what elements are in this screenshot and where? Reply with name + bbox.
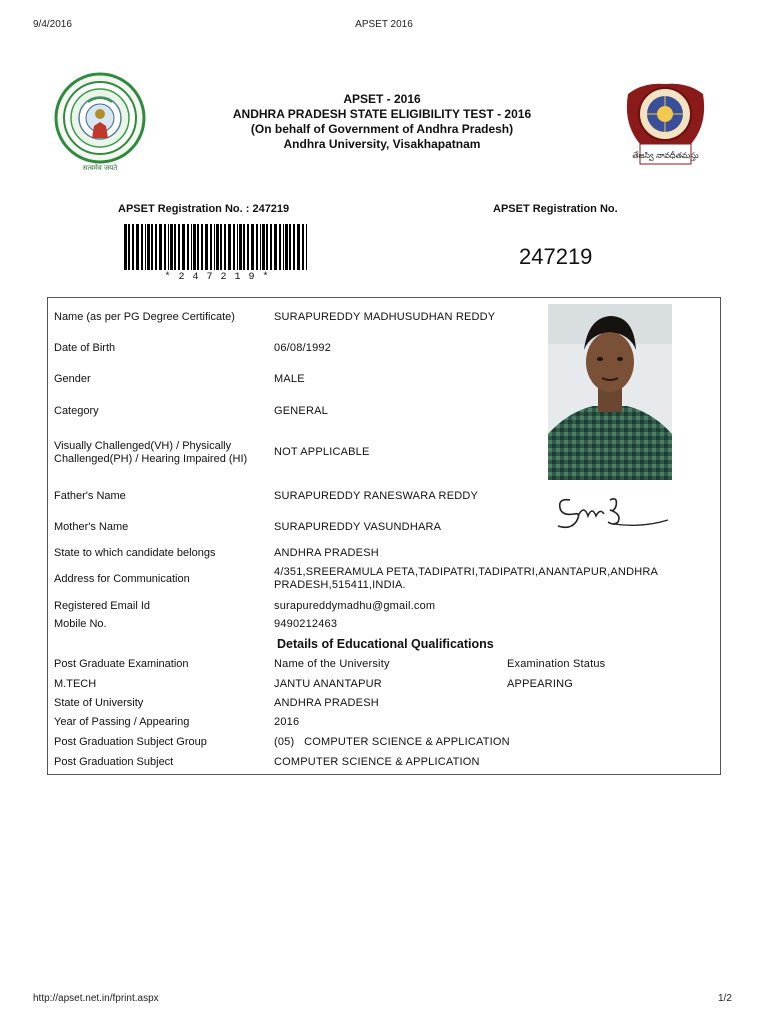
- barcode-bar: [197, 224, 199, 270]
- barcode-bar: [251, 224, 254, 270]
- heading-line1: APSET - 2016: [343, 92, 421, 106]
- barcode-bar: [224, 224, 226, 270]
- label-disability: Visually Challenged(VH) / Physically Challenged(PH) / Hearing Impaired (HI): [54, 440, 248, 465]
- page-heading: [150, 92, 614, 152]
- footer-page-number: 1/2: [718, 993, 732, 1004]
- edu-header-status: Examination Status: [507, 658, 606, 670]
- ap-government-logo: [50, 72, 150, 172]
- barcode-text: * 2 4 7 2 1 9 *: [164, 272, 270, 283]
- barcode-bar: [174, 224, 176, 270]
- barcode-bar: [266, 224, 268, 270]
- label-university-state: State of University: [54, 697, 144, 709]
- barcode-bar: [256, 224, 258, 270]
- barcode-bar: [302, 224, 304, 270]
- barcode-bar: [243, 224, 245, 270]
- heading-line4: Andhra University, Visakhapatnam: [283, 137, 481, 151]
- barcode-bar: [210, 224, 212, 270]
- barcode-bar: [151, 224, 153, 270]
- barcode-bar: [164, 224, 166, 270]
- registration-label-right: APSET Registration No.: [493, 203, 618, 215]
- label-subject: Post Graduation Subject: [54, 756, 174, 768]
- value-subject: COMPUTER SCIENCE & APPLICATION: [274, 756, 480, 768]
- footer-url[interactable]: http://apset.net.in/fprint.aspx: [33, 993, 159, 1004]
- barcode-bar: [283, 224, 284, 270]
- barcode-bar: [193, 224, 196, 270]
- registration-number: 247219: [519, 244, 593, 269]
- barcode-bar: [182, 224, 185, 270]
- print-title: APSET 2016: [355, 19, 413, 30]
- barcode-bar: [216, 224, 219, 270]
- value-mobile: 9490212463: [274, 618, 338, 630]
- label-father-name: Father's Name: [54, 490, 126, 502]
- barcode-bar: [285, 224, 288, 270]
- barcode-bar: [260, 224, 261, 270]
- barcode-bar: [187, 224, 189, 270]
- label-subject-group: Post Graduation Subject Group: [54, 736, 207, 748]
- barcode-bar: [279, 224, 281, 270]
- print-date: 9/4/2016: [33, 19, 72, 30]
- barcode-bar: [247, 224, 249, 270]
- heading-line2: ANDHRA PRADESH STATE ELIGIBILITY TEST - 2016: [232, 107, 532, 121]
- barcode-bar: [293, 224, 295, 270]
- barcode-bar: [128, 224, 130, 270]
- value-category: GENERAL: [274, 405, 328, 417]
- ap-motto: सत्यमेव जयते: [82, 164, 118, 172]
- barcode-bar: [239, 224, 242, 270]
- barcode-bar: [214, 224, 215, 270]
- edu-exam: M.TECH: [54, 678, 97, 690]
- label-address: Address for Communication: [54, 573, 190, 585]
- barcode-bar: [145, 224, 146, 270]
- barcode-bar: [141, 224, 143, 270]
- label-year: Year of Passing / Appearing: [54, 716, 190, 728]
- barcode-bar: [233, 224, 235, 270]
- label-mobile: Mobile No.: [54, 618, 107, 630]
- barcode-bar: [237, 224, 238, 270]
- barcode-bar: [132, 224, 134, 270]
- barcode-bar: [297, 224, 300, 270]
- value-university-state: ANDHRA PRADESH: [274, 697, 379, 709]
- label-name: Name (as per PG Degree Certificate): [54, 311, 235, 323]
- edu-header-exam: Post Graduate Examination: [54, 658, 189, 670]
- value-email: surapureddymadhu@gmail.com: [274, 600, 436, 612]
- barcode-bar: [147, 224, 150, 270]
- barcode-bar: [289, 224, 291, 270]
- value-gender: MALE: [274, 373, 305, 385]
- education-title: Details of Educational Qualifications: [277, 637, 494, 651]
- value-name: SURAPUREDDY MADHUSUDHAN REDDY: [274, 311, 496, 323]
- barcode-bar: [201, 224, 203, 270]
- value-address: 4/351,SREERAMULA PETA,TADIPATRI,TADIPATRI,ANANTAPUR,ANDHRA PRADESH,515411,INDIA.: [274, 566, 658, 591]
- label-mother-name: Mother's Name: [54, 521, 129, 533]
- edu-university: JANTU ANANTAPUR: [274, 678, 382, 690]
- label-state: State to which candidate belongs: [54, 547, 216, 559]
- edu-status: APPEARING: [507, 678, 573, 690]
- label-dob: Date of Birth: [54, 342, 116, 354]
- value-disability: NOT APPLICABLE: [274, 446, 370, 458]
- barcode-bar: [168, 224, 169, 270]
- barcode-bar: [178, 224, 180, 270]
- value-state: ANDHRA PRADESH: [274, 547, 379, 559]
- barcode-bar: [274, 224, 277, 270]
- barcode-bar: [306, 224, 307, 270]
- candidate-signature: [552, 486, 674, 536]
- barcode-bar: [136, 224, 139, 270]
- label-category: Category: [54, 405, 99, 417]
- barcode-bar: [155, 224, 157, 270]
- candidate-photo: [548, 304, 672, 480]
- registration-label-left: APSET Registration No. : 247219: [118, 203, 290, 215]
- barcode-bar: [124, 224, 127, 270]
- au-motto: తేజస్వి నావధీతమస్తు: [632, 151, 699, 160]
- barcode-bar: [270, 224, 272, 270]
- barcode-bar: [220, 224, 222, 270]
- barcode-bar: [205, 224, 208, 270]
- andhra-university-logo: [618, 74, 713, 169]
- value-subject-group: (05) COMPUTER SCIENCE & APPLICATION: [274, 736, 510, 748]
- label-email: Registered Email Id: [54, 600, 150, 612]
- value-dob: 06/08/1992: [274, 342, 332, 354]
- value-father-name: SURAPUREDDY RANESWARA REDDY: [274, 490, 479, 502]
- barcode-bar: [262, 224, 265, 270]
- value-year: 2016: [274, 716, 300, 728]
- barcode-bar: [170, 224, 173, 270]
- heading-line3: (On behalf of Government of Andhra Pradesh): [250, 122, 514, 136]
- value-mother-name: SURAPUREDDY VASUNDHARA: [274, 521, 442, 533]
- barcode-bar: [191, 224, 192, 270]
- barcode-bar: [228, 224, 231, 270]
- edu-header-university: Name of the University: [274, 658, 390, 670]
- label-gender: Gender: [54, 373, 91, 385]
- barcode-bar: [159, 224, 162, 270]
- registration-barcode: [122, 224, 312, 283]
